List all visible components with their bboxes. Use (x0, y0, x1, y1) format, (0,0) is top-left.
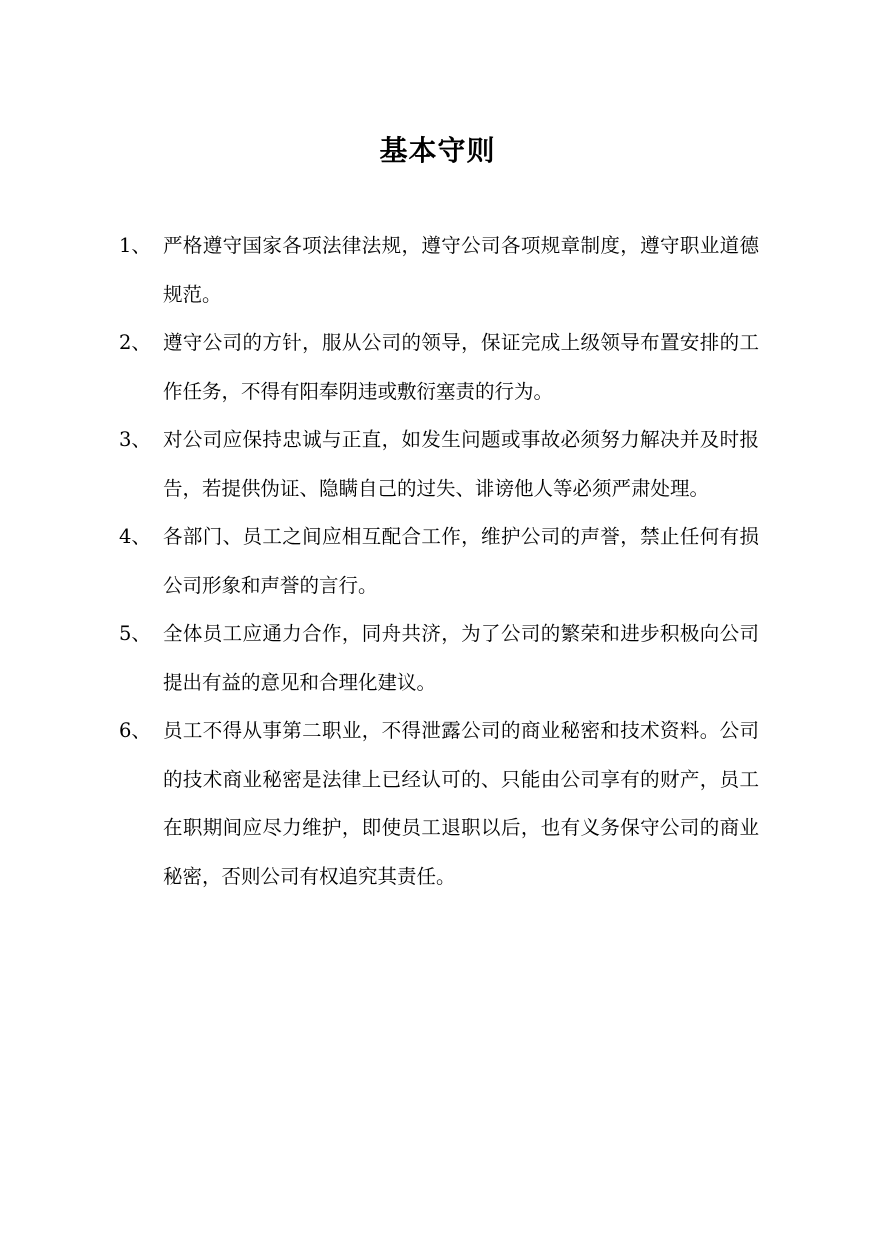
rule-item-2 (119, 319, 759, 416)
rule-number: 4、 (119, 525, 151, 548)
rule-text: 各部门、员工之间应相互配合工作，维护公司的声誉，禁止任何有损公司形象和声誉的言行。 (163, 525, 759, 597)
rule-item-6 (119, 707, 759, 901)
rule-item-4 (119, 513, 759, 610)
rule-item-3 (119, 416, 759, 513)
rule-text: 严格遵守国家各项法律法规，遵守公司各项规章制度，遵守职业道德规范。 (163, 234, 759, 306)
rule-item-5 (119, 610, 759, 707)
rule-number: 5、 (119, 622, 151, 645)
rule-text: 全体员工应通力合作，同舟共济，为了公司的繁荣和进步积极向公司提出有益的意见和合理化建议。 (163, 622, 759, 694)
rule-number: 1、 (119, 234, 151, 257)
rule-number: 6、 (119, 719, 151, 742)
rules-list (119, 222, 759, 901)
page-title: 基本守则 (379, 134, 496, 167)
rule-text: 员工不得从事第二职业，不得泄露公司的商业秘密和技术资料。公司的技术商业秘密是法律上已经认可的、只能由公司享有的财产，员工在职期间应尽力维护，即使员工退职以后，也有义务保守公司的商业秘密，否则公司有权追究其责任。 (163, 719, 759, 888)
rule-item-1 (119, 222, 759, 319)
rule-text: 遵守公司的方针，服从公司的领导，保证完成上级领导布置安排的工作任务，不得有阳奉阴违或敷衍塞责的行为。 (163, 331, 759, 403)
rule-number: 3、 (119, 428, 151, 451)
rule-number: 2、 (119, 331, 151, 354)
rule-text: 对公司应保持忠诚与正直，如发生问题或事故必须努力解决并及时报告，若提供伪证、隐瞒自己的过失、诽谤他人等必须严肃处理。 (163, 428, 759, 500)
